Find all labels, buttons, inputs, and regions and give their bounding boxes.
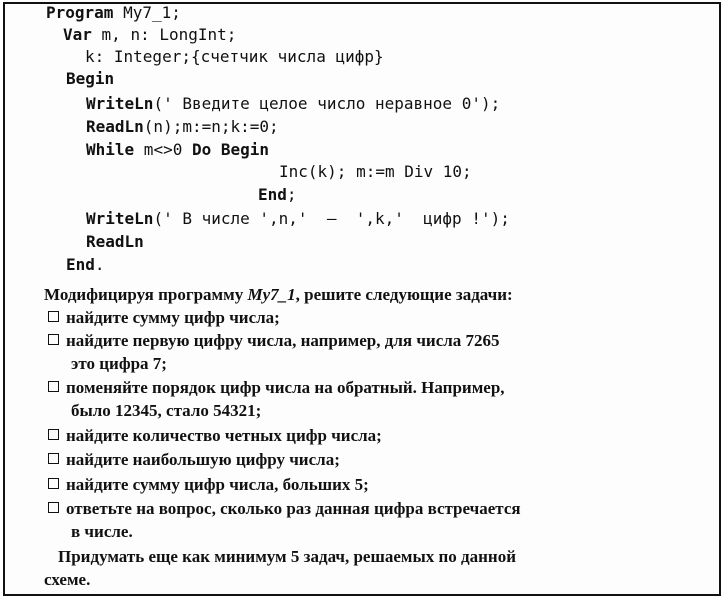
closing-line: схеме. bbox=[44, 570, 91, 589]
code-text: m, n: LongInt; bbox=[91, 25, 237, 44]
code-line-end-loop bbox=[258, 184, 297, 206]
code-text: k: Integer;{счетчик числа цифр} bbox=[85, 47, 384, 66]
intro-before: Модифицируя программу bbox=[44, 285, 248, 304]
task-text: ответьте на вопрос, сколько раз данная цифра встречается bbox=[66, 499, 521, 518]
checkbox-icon bbox=[48, 311, 59, 322]
intro-text bbox=[44, 283, 513, 306]
keyword: End bbox=[66, 255, 95, 274]
keyword: WriteLn bbox=[86, 209, 154, 228]
keyword: Begin bbox=[211, 140, 270, 159]
task-text: в числе. bbox=[71, 522, 133, 541]
task-item-continuation bbox=[71, 399, 261, 422]
task-text: было 12345, стало 54321; bbox=[71, 401, 262, 420]
keyword: Var bbox=[63, 25, 92, 44]
code-line-writeln bbox=[86, 93, 500, 115]
task-item bbox=[48, 473, 369, 496]
checkbox-icon bbox=[48, 381, 59, 392]
closing-line: Придумать еще как минимум 5 задач, решаемых по данной bbox=[58, 547, 517, 566]
code-line-readln-final bbox=[86, 231, 144, 253]
program-name: My7_1 bbox=[247, 285, 296, 304]
task-item bbox=[48, 448, 340, 471]
code-text: . bbox=[94, 255, 105, 274]
keyword: Begin bbox=[66, 69, 115, 88]
task-item bbox=[48, 329, 500, 352]
closing-text bbox=[44, 568, 90, 591]
task-text: найдите наибольшую цифру числа; bbox=[66, 450, 340, 469]
checkbox-icon bbox=[48, 334, 59, 345]
code-text: My7_1; bbox=[113, 3, 181, 22]
keyword: WriteLn bbox=[86, 94, 154, 113]
task-item-continuation bbox=[71, 352, 167, 375]
keyword: While bbox=[86, 140, 135, 159]
code-line-writeln-result bbox=[86, 208, 510, 230]
closing-text bbox=[58, 545, 516, 568]
code-text: ; bbox=[286, 185, 297, 204]
code-line-begin bbox=[66, 68, 114, 90]
keyword: ReadLn bbox=[86, 117, 144, 136]
task-text: найдите сумму цифр числа, больших 5; bbox=[66, 475, 369, 494]
task-item bbox=[48, 306, 280, 329]
keyword: Program bbox=[46, 3, 114, 22]
code-line-program bbox=[46, 2, 181, 24]
code-text: Inc(k); m:=m Div 10; bbox=[279, 162, 472, 181]
code-line-var bbox=[63, 24, 236, 46]
code-line-readln bbox=[86, 116, 279, 138]
task-text: поменяйте порядок цифр числа на обратный. Например, bbox=[66, 378, 505, 397]
keyword: ReadLn bbox=[86, 232, 144, 251]
task-item bbox=[48, 497, 521, 520]
code-listing bbox=[0, 0, 510, 280]
checkbox-icon bbox=[48, 478, 59, 489]
keyword: End bbox=[258, 185, 287, 204]
checkbox-icon bbox=[48, 502, 59, 513]
code-line-inc bbox=[279, 161, 472, 183]
code-line-while bbox=[86, 139, 269, 161]
code-text: (' В числе ',n,' — ',k,' цифр !'); bbox=[153, 209, 510, 228]
task-text: это цифра 7; bbox=[71, 354, 167, 373]
checkbox-icon bbox=[48, 429, 59, 440]
code-text: m<>0 bbox=[134, 140, 192, 159]
intro-after: , решите следующие задачи: bbox=[295, 285, 513, 304]
task-text: найдите сумму цифр числа; bbox=[66, 308, 280, 327]
checkbox-icon bbox=[48, 453, 59, 464]
code-line-integer bbox=[85, 46, 384, 68]
keyword: Do bbox=[191, 140, 212, 159]
task-item bbox=[48, 376, 505, 399]
task-text: найдите количество четных цифр числа; bbox=[66, 426, 382, 445]
task-item bbox=[48, 424, 382, 447]
task-text: найдите первую цифру числа, например, для числа 7265 bbox=[66, 331, 500, 350]
code-text: (n);m:=n;k:=0; bbox=[143, 117, 279, 136]
code-line-end-program bbox=[66, 254, 105, 276]
task-item-continuation bbox=[71, 520, 133, 543]
code-text: (' Введите целое число неравное 0'); bbox=[153, 94, 501, 113]
